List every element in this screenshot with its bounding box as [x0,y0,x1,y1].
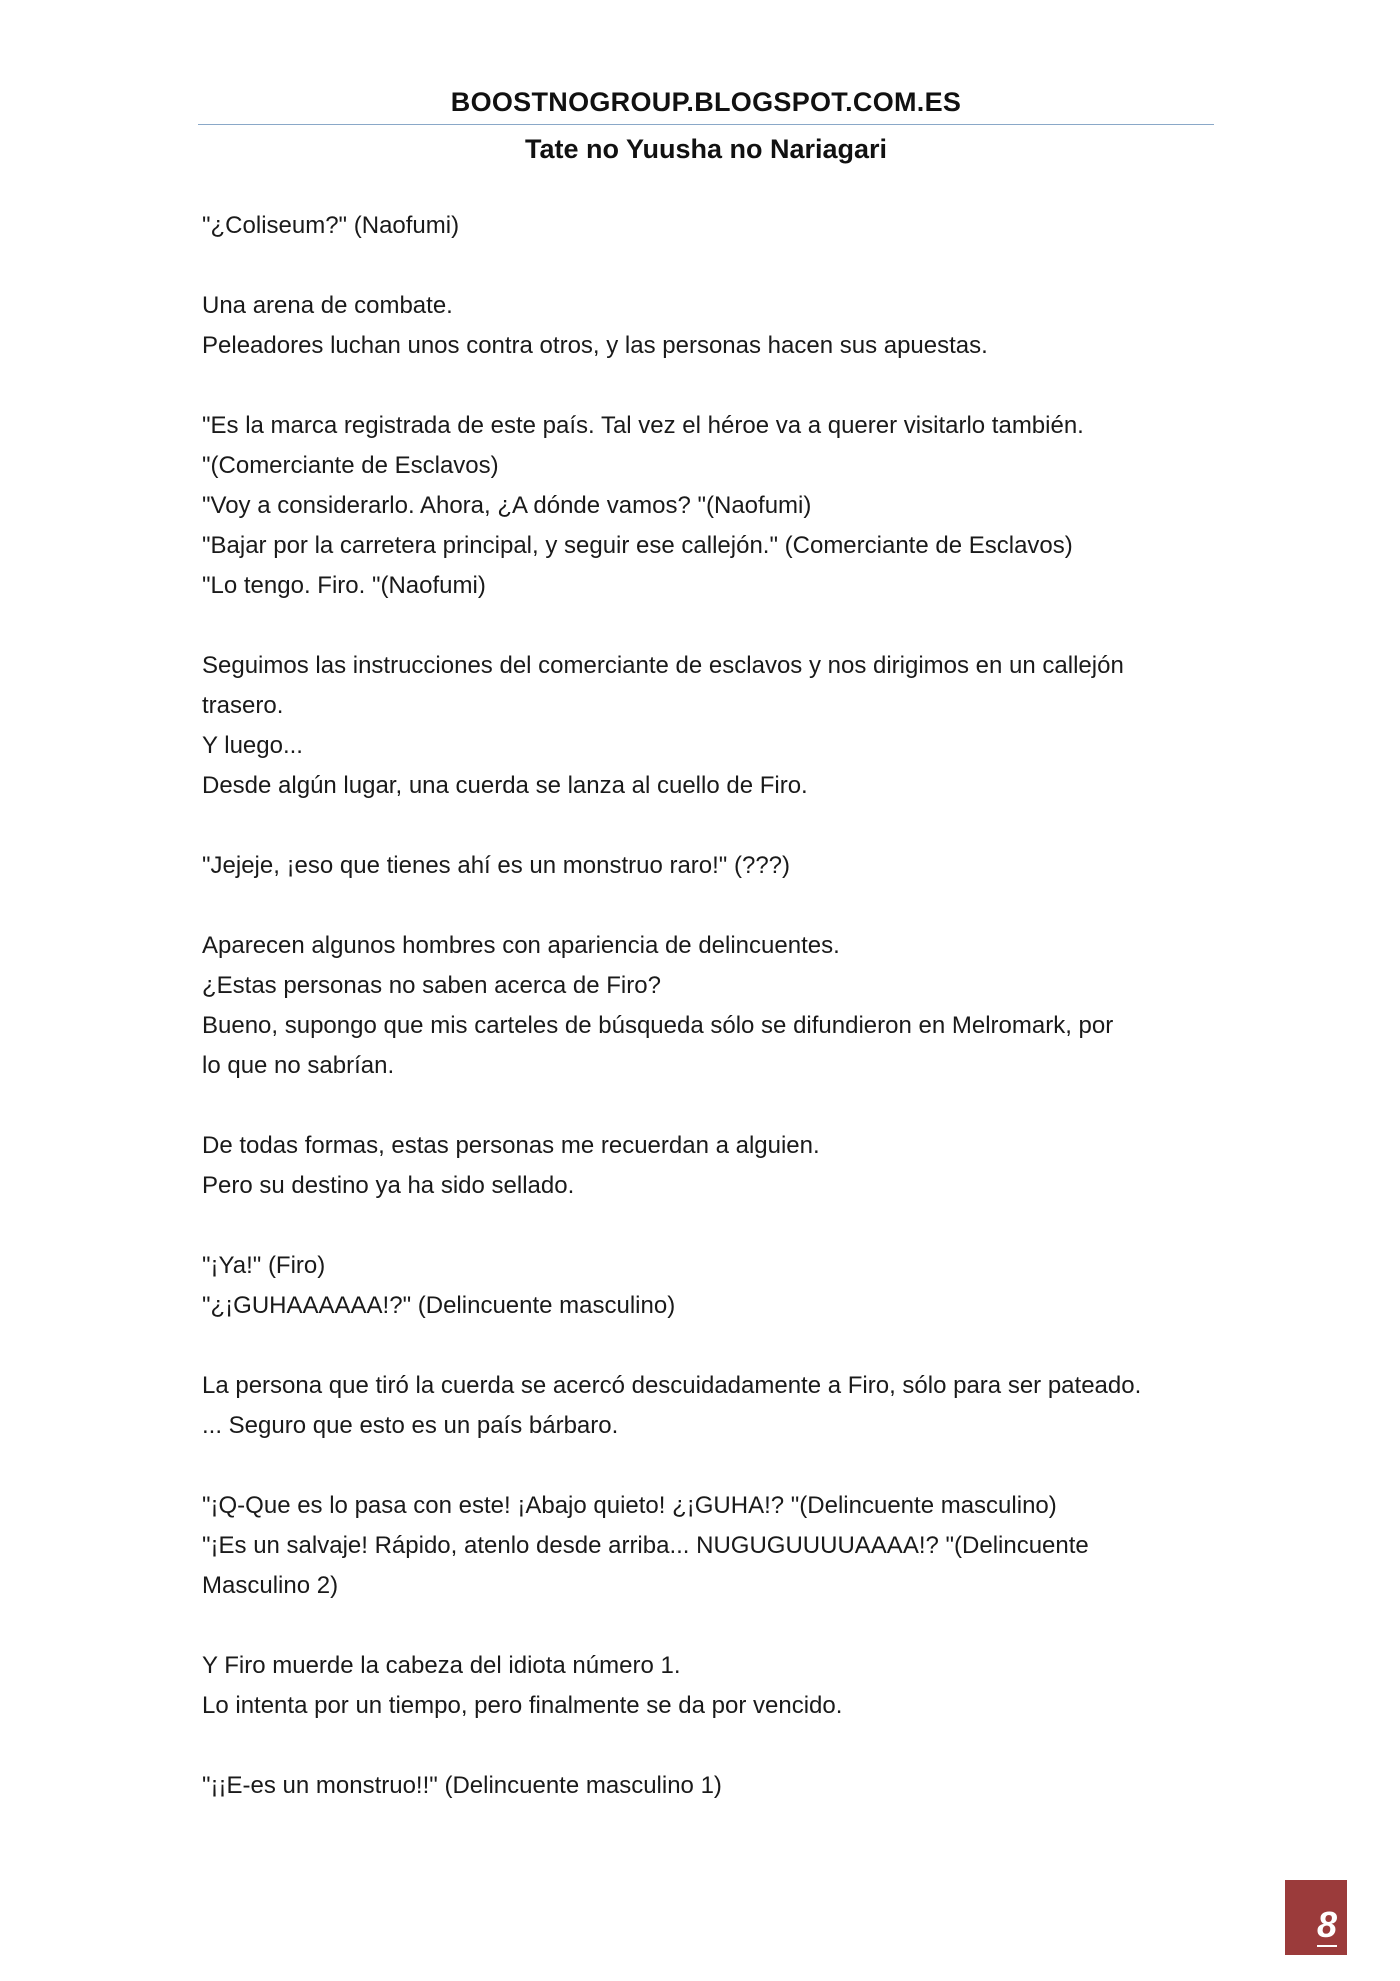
page-number-badge [1285,1880,1347,1955]
text-line: "¿¡GUHAAAAAA!?" (Delincuente masculino) [202,1292,676,1319]
text-line: "¡Ya!" (Firo) [202,1252,326,1279]
text-line: Y Firo muerde la cabeza del idiota número 1. [202,1652,681,1679]
text-line: "Jejeje, ¡eso que tienes ahí es un monstruo raro!" (???) [202,852,791,879]
text-line: Una arena de combate. [202,292,453,319]
paragraph [202,926,1212,1086]
text-line: "Voy a considerarlo. Ahora, ¿A dónde vamos? "(Naofumi) [202,492,812,519]
book-title: Tate no Yuusha no Nariagari [524,134,888,164]
paragraph [202,1486,1212,1606]
paragraph [202,1126,1212,1206]
document-body [202,206,1212,1846]
text-line: Bueno, supongo que mis carteles de búsqueda sólo se difundieron en Melromark, por [202,1012,1114,1039]
text-line: Pero su destino ya ha sido sellado. [202,1172,575,1199]
page-number: 8 [1316,1904,1337,1945]
text-line: Lo intenta por un tiempo, pero finalmente se da por vencido. [202,1692,843,1719]
paragraph [202,1646,1212,1726]
text-line: "¿Coliseum?" (Naofumi) [202,212,460,239]
text-line: trasero. [202,692,284,719]
text-line: "Es la marca registrada de este país. Tal vez el héroe va a querer visitarlo también. [202,412,1084,439]
paragraph [202,206,1212,246]
paragraph [202,286,1212,366]
text-line: "Bajar por la carretera principal, y seguir ese callejón." (Comerciante de Esclavos) [202,532,1073,559]
site-name: BOOSTNOGROUP.BLOGSPOT.COM.ES [450,87,962,117]
text-line: La persona que tiró la cuerda se acercó descuidadamente a Firo, sólo para ser pateado. [202,1372,1142,1399]
paragraph [202,846,1212,886]
text-line: ... Seguro que esto es un país bárbaro. [202,1412,619,1439]
header-rule [198,124,1214,125]
text-line: Masculino 2) [202,1572,339,1599]
text-line: "¡Q-Que es lo pasa con este! ¡Abajo quieto! ¿¡GUHA!? "(Delincuente masculino) [202,1492,1057,1519]
paragraph [202,406,1212,606]
paragraph [202,1366,1212,1446]
text-line: Aparecen algunos hombres con apariencia de delincuentes. [202,932,840,959]
text-line: lo que no sabrían. [202,1052,395,1079]
text-line: "(Comerciante de Esclavos) [202,452,499,479]
text-line: "Lo tengo. Firo. "(Naofumi) [202,572,486,599]
paragraph [202,1246,1212,1326]
paragraph [202,1766,1212,1806]
paragraph [202,646,1212,806]
text-line: Seguimos las instrucciones del comerciante de esclavos y nos dirigimos en un callejón [202,652,1124,679]
text-line: ¿Estas personas no saben acerca de Firo? [202,972,661,999]
text-line: De todas formas, estas personas me recuerdan a alguien. [202,1132,820,1159]
page-header [198,84,1214,167]
text-line: "¡¡E-es un monstruo!!" (Delincuente masculino 1) [202,1772,722,1799]
text-line: Peleadores luchan unos contra otros, y las personas hacen sus apuestas. [202,332,988,359]
text-line: "¡Es un salvaje! Rápido, atenlo desde arriba... NUGUGUUUUAAAA!? "(Delincuente [202,1532,1089,1559]
text-line: Y luego... [202,732,303,759]
text-line: Desde algún lugar, una cuerda se lanza al cuello de Firo. [202,772,808,799]
